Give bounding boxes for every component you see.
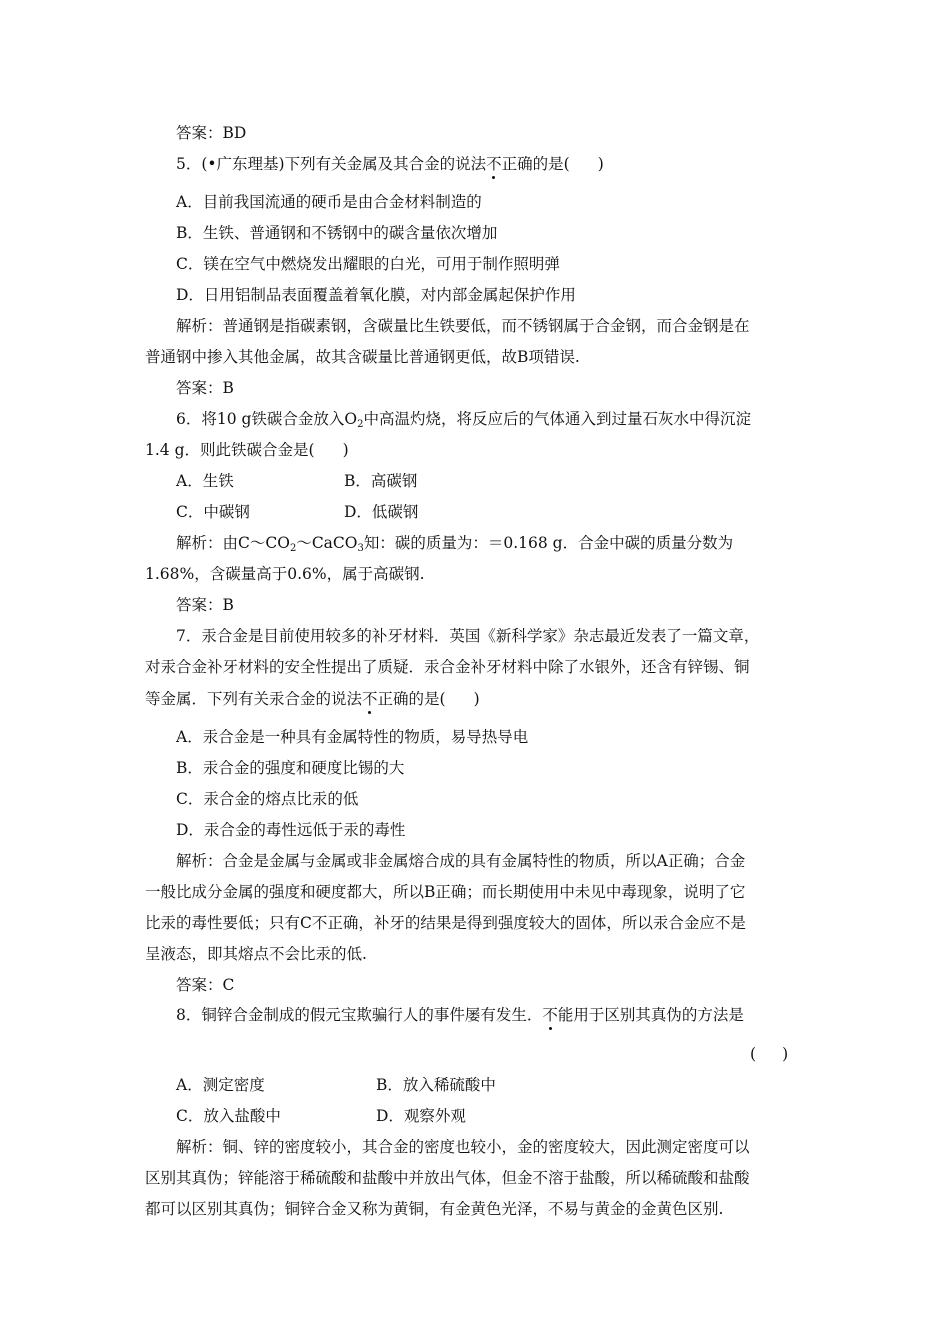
q6-option-b: B．高碳钢: [344, 472, 418, 490]
q6-option-c: C．中碳钢: [176, 503, 250, 521]
q7-stem-close: ): [473, 690, 480, 708]
q5-stem-after: 正确的是(: [501, 155, 570, 173]
q5-option-b: B．生铁、普通钢和不锈钢中的碳含量依次增加: [176, 224, 498, 242]
q6-subscript: 3: [357, 543, 364, 554]
q6-stem-line1: [176, 409, 751, 435]
q5-stem-before: 5．(•广东理基)下列有关金属及其合金的说法: [176, 155, 487, 173]
q6-stem-close: ): [342, 441, 349, 459]
q6-subscript: 2: [289, 543, 297, 554]
q5-emphasis-dot: 不: [486, 155, 502, 173]
q8-analysis-line: 区别其真伪；锌能溶于稀硫酸和盐酸中并放出气体，但金不溶于盐酸，所以稀硫酸和盐酸: [145, 1169, 750, 1187]
q7-stem-line: 7．汞合金是目前使用较多的补牙材料．英国《新科学家》杂志最近发表了一篇文章，: [176, 627, 760, 645]
q8-option-b: B．放入稀硫酸中: [376, 1076, 496, 1094]
q6-analysis-line2: 1.68%，含碳量高于0.6%，属于高碳钢.: [145, 565, 425, 583]
q8-stem: [176, 1005, 744, 1025]
q8-option-a: A．测定密度: [176, 1076, 265, 1094]
q6-subscript: 2: [357, 419, 364, 430]
q6-stem-text: 1.4 g．则此铁碳合金是(: [145, 441, 315, 459]
q8-option-d: D．观察外观: [376, 1107, 466, 1125]
q7-analysis-line: 呈液态，即其熔点不会比汞的低.: [145, 945, 367, 963]
q7-analysis-line: 一般比成分金属的强度和硬度都大，所以B正确；而长期使用中未见中毒现象，说明了它: [145, 883, 746, 901]
q6-stem-text: 中高温灼烧，将反应后的气体通入到过量石灰水中得沉淀: [363, 410, 752, 428]
q7-answer: 答案：C: [176, 976, 235, 994]
q8-answer-paren: [750, 1044, 788, 1064]
q8-analysis-line: 解析：铜、锌的密度较小，其合金的密度也较小，金的密度较大，因此测定密度可以: [176, 1138, 750, 1156]
q5-analysis-line: 普通钢中掺入其他金属，故其含碳量比普通钢更低，故B项错误.: [145, 348, 580, 366]
q5-stem: [176, 154, 604, 174]
q6-option-d: D．低碳钢: [344, 503, 419, 521]
q6-stem-line2: [145, 440, 349, 460]
q5-option-c: C．镁在空气中燃烧发出耀眼的白光，可用于制作照明弹: [176, 255, 560, 273]
q7-option-c: C．汞合金的熔点比汞的低: [176, 790, 359, 808]
q6-analysis-text: 解析：由C～CO: [176, 534, 290, 552]
q8-paren-open: (: [750, 1045, 757, 1063]
q7-option-d: D．汞合金的毒性远低于汞的毒性: [176, 821, 406, 839]
q5-option-d: D．日用铝制品表面覆盖着氧化膜，对内部金属起保护作用: [176, 286, 576, 304]
q6-analysis-text: ～CaCO: [296, 534, 358, 552]
q7-emphasis-dot: 不: [362, 690, 378, 708]
q5-stem-close: ): [597, 155, 604, 173]
q6-analysis-line1: [176, 533, 733, 559]
q8-analysis-line: 都可以区别其真伪；铜锌合金又称为黄铜，有金黄色光泽，不易与黄金的金黄色区别.: [145, 1200, 724, 1218]
q7-stem-line: [145, 689, 480, 709]
q7-analysis-line: 解析：合金是金属与金属或非金属熔合成的具有金属特性的物质，所以A正确；合金: [176, 852, 746, 870]
q6-analysis-text: 知：碳的质量为：＝0.168 g．合金中碳的质量分数为: [363, 534, 734, 552]
q7-analysis-line: 比汞的毒性要低；只有C不正确，补牙的结果是得到强度较大的固体，所以汞合金应不是: [145, 914, 746, 932]
q8-stem-text: 8．铜锌合金制成的假元宝欺骗行人的事件屡有发生．: [176, 1006, 543, 1024]
q6-option-a: A．生铁: [176, 472, 234, 490]
q7-option-b: B．汞合金的强度和硬度比锡的大: [176, 759, 405, 777]
q5-answer: 答案：B: [176, 379, 234, 397]
q7-stem-text: 正确的是(: [377, 690, 446, 708]
q6-stem-text: 6．将10 g铁碳合金放入O: [176, 410, 358, 428]
q8-paren-close: ): [782, 1045, 789, 1063]
q6-answer: 答案：B: [176, 596, 234, 614]
q7-stem-line: 对汞合金补牙材料的安全性提出了质疑．汞合金补牙材料中除了水银外，还含有锌锡、铜: [145, 658, 750, 676]
q4-answer: 答案：BD: [176, 124, 247, 142]
q7-option-a: A．汞合金是一种具有金属特性的物质，易导热导电: [176, 728, 529, 746]
q5-option-a: A．目前我国流通的硬币是由合金材料制造的: [176, 193, 482, 211]
q8-emphasis-dot: 不: [542, 1006, 558, 1024]
q7-stem-text: 等金属．下列有关汞合金的说法: [145, 690, 363, 708]
q5-analysis-line: 解析：普通钢是指碳素钢，含碳量比生铁要低，而不锈钢属于合金钢，而合金钢是在: [176, 317, 750, 335]
q8-stem-text: 能用于区别其真伪的方法是: [557, 1006, 744, 1024]
q8-option-c: C．放入盐酸中: [176, 1107, 281, 1125]
